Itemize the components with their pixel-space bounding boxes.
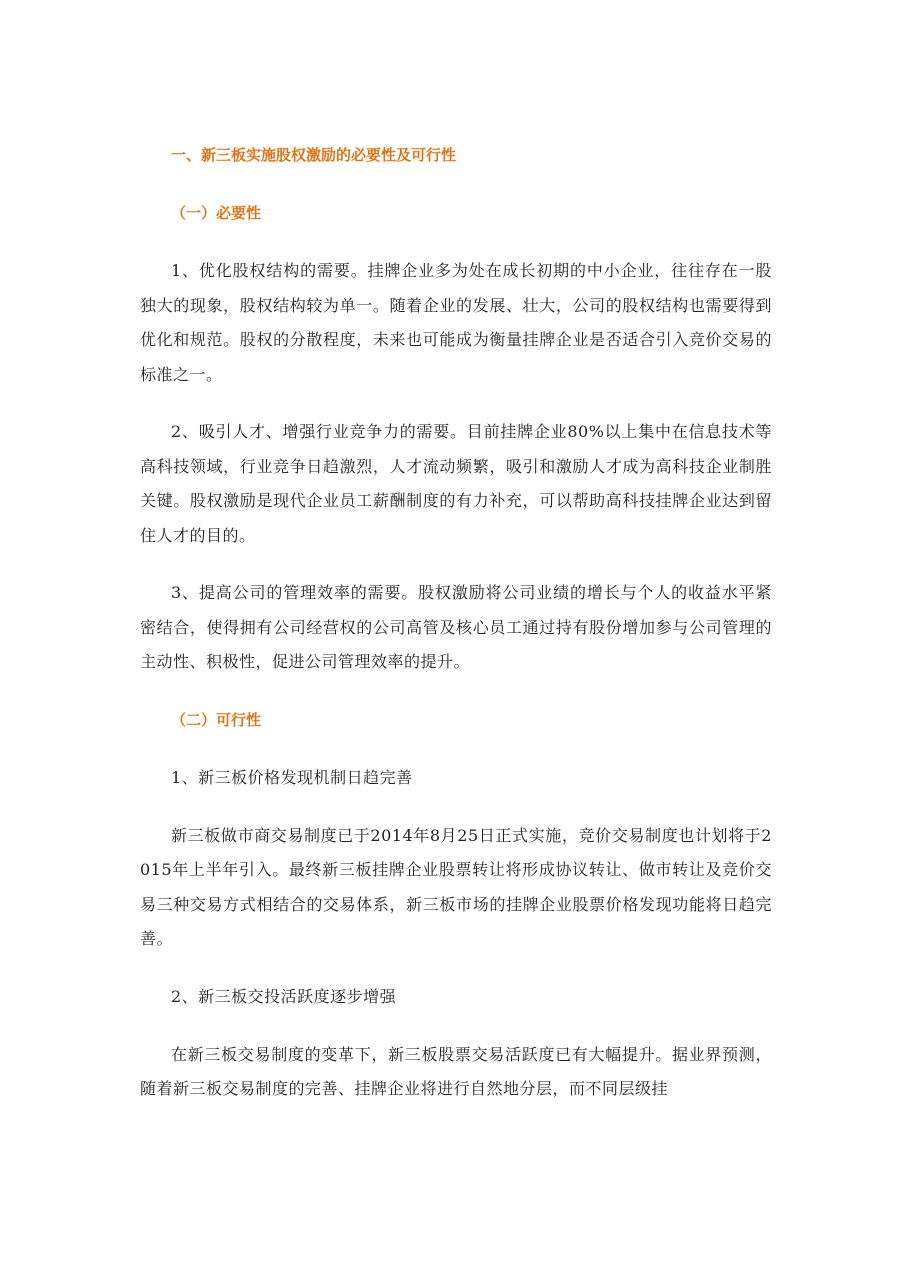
section-title: 一、新三板实施股权激励的必要性及可行性 <box>171 146 457 164</box>
necessity-paragraph-3: 3、提高公司的管理效率的需要。股权激励将公司业绩的增长与个人的收益水平紧密结合，使得拥有公司经营权的公司高管及核心员工通过持有股份增加参与公司管理的主动性、积极性，促进公司管理效率的提升。 <box>140 583 772 671</box>
necessity-paragraph-2: 2、吸引人才、增强行业竞争力的需要。目前挂牌企业80%以上集中在信息技术等高科技领域，行业竞争日趋激烈，人才流动频繁，吸引和激励人才成为高科技企业制胜关键。股权激励是现代企业员工薪酬制度的有力补充，可以帮助高科技挂牌企业达到留住人才的目的。 <box>140 422 772 545</box>
feasibility-item1-title: 1、新三板价格发现机制日趋完善 <box>171 767 413 787</box>
feasibility-item1-text: 新三板做市商交易制度已于2014年8月25日正式实施，竞价交易制度也计划将于2015年上半年引入。最终新三板挂牌企业股票转让将形成协议转让、做市转让及竞价交易三种交易方式相结合的交易体系，新三板市场的挂牌企业股票价格发现功能将日趋完善。 <box>140 825 772 948</box>
feasibility-title: （二）可行性 <box>171 710 262 729</box>
necessity-paragraph-1: 1、优化股权结构的需要。挂牌企业多为处在成长初期的中小企业，往往存在一股独大的现象，股权结构较为单一。随着企业的发展、壮大，公司的股权结构也需要得到优化和规范。股权的分散程度，未来也可能成为衡量挂牌企业是否适合引入竞价交易的标准之一。 <box>140 261 772 384</box>
feasibility-item2-title: 2、新三板交投活跃度逐步增强 <box>171 986 397 1006</box>
feasibility-item2-text: 在新三板交易制度的变革下，新三板股票交易活跃度已有大幅提升。据业界预测，随着新三板交易制度的完善、挂牌企业将进行自然地分层，而不同层级挂 <box>140 1044 772 1098</box>
necessity-title: （一）必要性 <box>171 204 262 222</box>
document-page <box>140 138 772 1130</box>
